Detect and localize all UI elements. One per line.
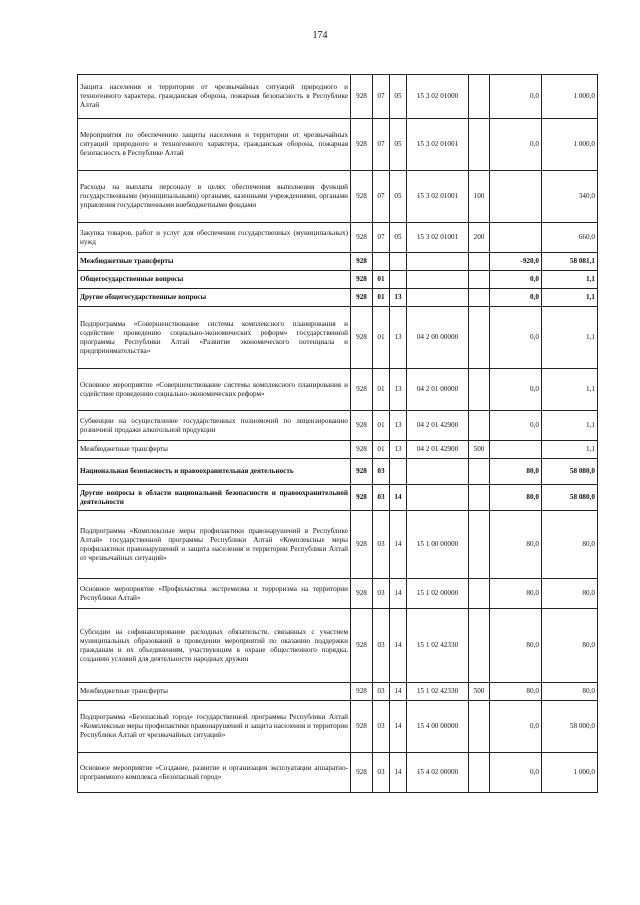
grbs-code-cell: 928 bbox=[351, 369, 373, 411]
change-amount-cell: 80,0 bbox=[490, 459, 542, 485]
target-article-cell: 04 2 01 42900 bbox=[407, 411, 469, 441]
section-code-cell: 01 bbox=[373, 271, 390, 289]
grbs-code-cell: 928 bbox=[351, 75, 373, 119]
expense-type-cell: 500 bbox=[469, 441, 490, 459]
target-article-cell: 15 3 02 01001 bbox=[407, 171, 469, 223]
expense-type-cell bbox=[469, 511, 490, 579]
total-amount-cell: 660,0 bbox=[542, 223, 598, 253]
item-name-cell: Межбюджетные трансферты bbox=[78, 441, 351, 459]
section-code-cell: 01 bbox=[373, 307, 390, 369]
total-amount-cell: 1 000,0 bbox=[542, 119, 598, 171]
subsection-code-cell: 14 bbox=[390, 753, 407, 793]
section-code-cell: 01 bbox=[373, 411, 390, 441]
expense-type-cell: 500 bbox=[469, 683, 490, 701]
item-name-cell: Другие общегосударственные вопросы bbox=[78, 289, 351, 307]
grbs-code-cell: 928 bbox=[351, 411, 373, 441]
grbs-code-cell: 928 bbox=[351, 701, 373, 753]
item-name-cell: Защита населения и территории от чрезвычайных ситуаций природного и техногенного характера, гражданская оборона, пожарная безопасность в Республике Алтай bbox=[78, 75, 351, 119]
subsection-code-cell: 14 bbox=[390, 579, 407, 609]
expense-type-cell bbox=[469, 119, 490, 171]
target-article-cell: 15 3 02 01001 bbox=[407, 223, 469, 253]
target-article-cell: 15 1 02 42330 bbox=[407, 683, 469, 701]
change-amount-cell bbox=[490, 223, 542, 253]
section-code-cell: 03 bbox=[373, 511, 390, 579]
change-amount-cell: 0,0 bbox=[490, 701, 542, 753]
change-amount-cell: 0,0 bbox=[490, 271, 542, 289]
change-amount-cell: 80,0 bbox=[490, 579, 542, 609]
expense-type-cell bbox=[469, 753, 490, 793]
table-row bbox=[78, 411, 598, 441]
subsection-code-cell: 05 bbox=[390, 223, 407, 253]
grbs-code-cell: 928 bbox=[351, 459, 373, 485]
target-article-cell bbox=[407, 271, 469, 289]
target-article-cell: 15 1 02 42330 bbox=[407, 609, 469, 683]
section-code-cell: 03 bbox=[373, 753, 390, 793]
change-amount-cell: 0,0 bbox=[490, 75, 542, 119]
item-name-cell: Межбюджетные трансферты bbox=[78, 253, 351, 271]
table-row bbox=[78, 753, 598, 793]
subsection-code-cell: 05 bbox=[390, 119, 407, 171]
target-article-cell bbox=[407, 459, 469, 485]
subsection-code-cell: 13 bbox=[390, 411, 407, 441]
grbs-code-cell: 928 bbox=[351, 307, 373, 369]
section-code-cell: 07 bbox=[373, 75, 390, 119]
table-row bbox=[78, 579, 598, 609]
table-row bbox=[78, 75, 598, 119]
expense-type-cell bbox=[469, 579, 490, 609]
change-amount-cell: 80,0 bbox=[490, 609, 542, 683]
grbs-code-cell: 928 bbox=[351, 289, 373, 307]
table-row bbox=[78, 485, 598, 511]
target-article-cell: 15 1 02 00000 bbox=[407, 579, 469, 609]
table-row bbox=[78, 683, 598, 701]
total-amount-cell: 80,0 bbox=[542, 609, 598, 683]
item-name-cell: Подпрограмма «Безопасный город» государственной программы Республики Алтай «Комплексные меры профилактики правонарушений и защита населения и территории Республики Алтай от чрезвычайных ситуаций» bbox=[78, 701, 351, 753]
target-article-cell: 15 3 02 01001 bbox=[407, 119, 469, 171]
total-amount-cell: 58 081,1 bbox=[542, 253, 598, 271]
item-name-cell: Другие вопросы в области национальной безопасности и правоохранительной деятельности bbox=[78, 485, 351, 511]
total-amount-cell: 80,0 bbox=[542, 511, 598, 579]
expense-type-cell bbox=[469, 75, 490, 119]
table-row bbox=[78, 441, 598, 459]
item-name-cell: Межбюджетные трансферты bbox=[78, 683, 351, 701]
item-name-cell: Подпрограмма «Совершенствование системы комплексного планирования и содействие проведению социально-экономических реформ» государственной программы Республики Алтай «Развитие экономического потенциала и предпринимательства» bbox=[78, 307, 351, 369]
grbs-code-cell: 928 bbox=[351, 171, 373, 223]
grbs-code-cell: 928 bbox=[351, 253, 373, 271]
section-code-cell: 03 bbox=[373, 609, 390, 683]
section-code-cell bbox=[373, 253, 390, 271]
item-name-cell: Закупка товаров, работ и услуг для обеспечения государственных (муниципальных) нужд bbox=[78, 223, 351, 253]
target-article-cell: 04 2 01 00000 bbox=[407, 369, 469, 411]
expense-type-cell bbox=[469, 485, 490, 511]
total-amount-cell: 1,1 bbox=[542, 289, 598, 307]
change-amount-cell: -920,0 bbox=[490, 253, 542, 271]
total-amount-cell: 58 000,0 bbox=[542, 701, 598, 753]
item-name-cell: Общегосударственные вопросы bbox=[78, 271, 351, 289]
item-name-cell: Субсидии на софинансирование расходных обязательств, связанных с участием муниципальных образований в проведении мероприятий по оказанию поддержки гражданам и их объединениям, участвующим в охране общественного порядка, созданию условий для деятельности народных дружин bbox=[78, 609, 351, 683]
subsection-code-cell bbox=[390, 459, 407, 485]
target-article-cell: 15 3 02 01000 bbox=[407, 75, 469, 119]
section-code-cell: 03 bbox=[373, 459, 390, 485]
section-code-cell: 07 bbox=[373, 119, 390, 171]
table-row bbox=[78, 511, 598, 579]
expense-type-cell: 200 bbox=[469, 223, 490, 253]
item-name-cell: Субвенции на осуществление государственных полномочий по лицензированию розничной продажи алкогольной продукции bbox=[78, 411, 351, 441]
change-amount-cell bbox=[490, 441, 542, 459]
table-row bbox=[78, 271, 598, 289]
subsection-code-cell: 14 bbox=[390, 511, 407, 579]
grbs-code-cell: 928 bbox=[351, 485, 373, 511]
change-amount-cell bbox=[490, 171, 542, 223]
total-amount-cell: 1,1 bbox=[542, 411, 598, 441]
section-code-cell: 07 bbox=[373, 171, 390, 223]
table-row bbox=[78, 119, 598, 171]
item-name-cell: Основное мероприятие «Совершенствование системы комплексного планирования и содействие проведению социально-экономических реформ» bbox=[78, 369, 351, 411]
section-code-cell: 07 bbox=[373, 223, 390, 253]
change-amount-cell: 0,0 bbox=[490, 369, 542, 411]
subsection-code-cell: 13 bbox=[390, 369, 407, 411]
grbs-code-cell: 928 bbox=[351, 609, 373, 683]
section-code-cell: 03 bbox=[373, 683, 390, 701]
item-name-cell: Основное мероприятие «Профилактика экстремизма и терроризма на территории Республики Алтай» bbox=[78, 579, 351, 609]
target-article-cell: 15 4 00 00000 bbox=[407, 701, 469, 753]
subsection-code-cell: 13 bbox=[390, 289, 407, 307]
table-row bbox=[78, 459, 598, 485]
item-name-cell: Основное мероприятие «Создание, развитие и организация эксплуатации аппаратно-программного комплекса «Безопасный город» bbox=[78, 753, 351, 793]
total-amount-cell: 80,0 bbox=[542, 683, 598, 701]
subsection-code-cell: 14 bbox=[390, 485, 407, 511]
subsection-code-cell: 14 bbox=[390, 609, 407, 683]
change-amount-cell: 0,0 bbox=[490, 753, 542, 793]
table-row bbox=[78, 223, 598, 253]
subsection-code-cell: 13 bbox=[390, 307, 407, 369]
change-amount-cell: 80,0 bbox=[490, 683, 542, 701]
change-amount-cell: 80,0 bbox=[490, 511, 542, 579]
total-amount-cell: 340,0 bbox=[542, 171, 598, 223]
section-code-cell: 01 bbox=[373, 369, 390, 411]
total-amount-cell: 1,1 bbox=[542, 271, 598, 289]
total-amount-cell: 1,1 bbox=[542, 307, 598, 369]
grbs-code-cell: 928 bbox=[351, 271, 373, 289]
subsection-code-cell bbox=[390, 253, 407, 271]
table-row bbox=[78, 369, 598, 411]
total-amount-cell: 1,1 bbox=[542, 441, 598, 459]
target-article-cell bbox=[407, 253, 469, 271]
total-amount-cell: 58 080,0 bbox=[542, 459, 598, 485]
target-article-cell bbox=[407, 289, 469, 307]
expense-type-cell bbox=[469, 411, 490, 441]
expense-type-cell bbox=[469, 609, 490, 683]
item-name-cell: Расходы на выплаты персоналу в целях обеспечения выполнения функций государственными (муниципальными) органами, казенными учреждениями, органами управления государственными внебюджетными фондами bbox=[78, 171, 351, 223]
item-name-cell: Мероприятия по обеспечению защиты населения и территории от чрезвычайных ситуаций природного и техногенного характера, гражданская оборона, пожарная безопасность в Республике Алтай bbox=[78, 119, 351, 171]
section-code-cell: 03 bbox=[373, 701, 390, 753]
expense-type-cell bbox=[469, 369, 490, 411]
grbs-code-cell: 928 bbox=[351, 683, 373, 701]
expense-type-cell bbox=[469, 307, 490, 369]
subsection-code-cell: 14 bbox=[390, 701, 407, 753]
change-amount-cell: 0,0 bbox=[490, 411, 542, 441]
table-row bbox=[78, 289, 598, 307]
target-article-cell: 15 4 02 00000 bbox=[407, 753, 469, 793]
target-article-cell: 04 2 01 42900 bbox=[407, 441, 469, 459]
page-number: 174 bbox=[312, 30, 328, 41]
subsection-code-cell: 13 bbox=[390, 441, 407, 459]
expense-type-cell: 100 bbox=[469, 171, 490, 223]
grbs-code-cell: 928 bbox=[351, 441, 373, 459]
table-row bbox=[78, 701, 598, 753]
expense-type-cell bbox=[469, 459, 490, 485]
expense-type-cell bbox=[469, 701, 490, 753]
budget-table bbox=[77, 74, 598, 793]
subsection-code-cell bbox=[390, 271, 407, 289]
change-amount-cell: 0,0 bbox=[490, 119, 542, 171]
target-article-cell: 15 1 00 00000 bbox=[407, 511, 469, 579]
table-row bbox=[78, 609, 598, 683]
subsection-code-cell: 14 bbox=[390, 683, 407, 701]
total-amount-cell: 1 000,0 bbox=[542, 75, 598, 119]
total-amount-cell: 80,0 bbox=[542, 579, 598, 609]
grbs-code-cell: 928 bbox=[351, 579, 373, 609]
table-row bbox=[78, 171, 598, 223]
section-code-cell: 01 bbox=[373, 441, 390, 459]
total-amount-cell: 58 080,0 bbox=[542, 485, 598, 511]
change-amount-cell: 0,0 bbox=[490, 307, 542, 369]
total-amount-cell: 1 000,0 bbox=[542, 753, 598, 793]
expense-type-cell bbox=[469, 289, 490, 307]
section-code-cell: 01 bbox=[373, 289, 390, 307]
table-row bbox=[78, 307, 598, 369]
subsection-code-cell: 05 bbox=[390, 75, 407, 119]
table-body bbox=[78, 75, 598, 793]
grbs-code-cell: 928 bbox=[351, 753, 373, 793]
section-code-cell: 03 bbox=[373, 579, 390, 609]
change-amount-cell: 80,0 bbox=[490, 485, 542, 511]
expense-type-cell bbox=[469, 253, 490, 271]
grbs-code-cell: 928 bbox=[351, 511, 373, 579]
table-row bbox=[78, 253, 598, 271]
item-name-cell: Подпрограмма «Комплексные меры профилактики правонарушений в Республике Алтай» государственной программы Республики Алтай «Комплексные меры профилактики правонарушений и защита населения и территории Республики Алтай от чрезвычайных ситуаций» bbox=[78, 511, 351, 579]
target-article-cell bbox=[407, 485, 469, 511]
subsection-code-cell: 05 bbox=[390, 171, 407, 223]
target-article-cell: 04 2 00 00000 bbox=[407, 307, 469, 369]
expense-type-cell bbox=[469, 271, 490, 289]
total-amount-cell: 1,1 bbox=[542, 369, 598, 411]
item-name-cell: Национальная безопасность и правоохранительная деятельность bbox=[78, 459, 351, 485]
section-code-cell: 03 bbox=[373, 485, 390, 511]
grbs-code-cell: 928 bbox=[351, 119, 373, 171]
change-amount-cell: 0,0 bbox=[490, 289, 542, 307]
grbs-code-cell: 928 bbox=[351, 223, 373, 253]
